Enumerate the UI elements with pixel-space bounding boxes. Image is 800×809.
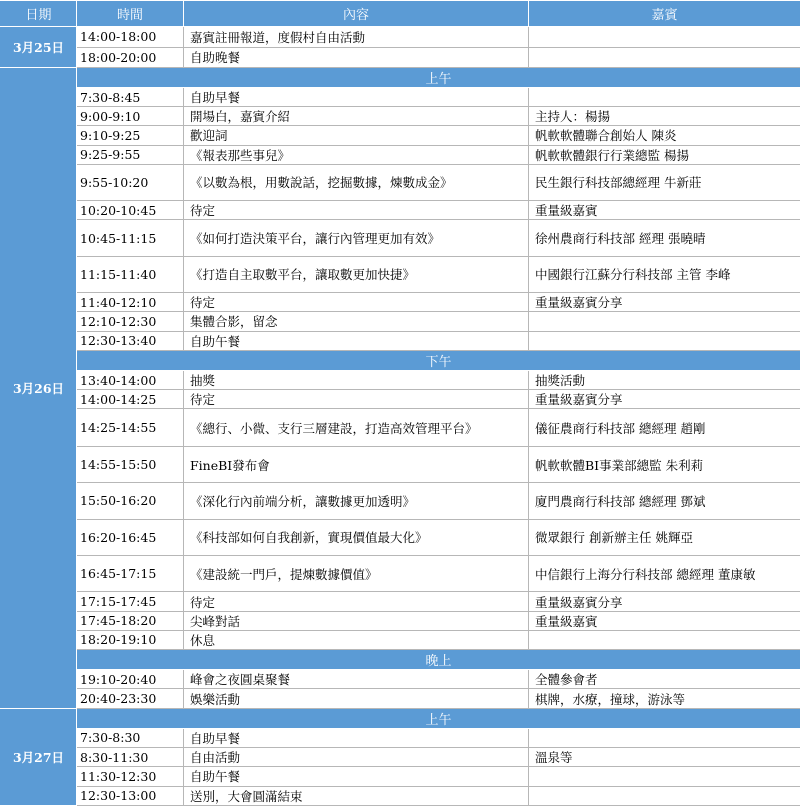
guest-cell: 抽獎活動: [529, 371, 800, 390]
guest-cell: 重量級嘉賓分享: [529, 592, 800, 611]
guest-cell: [529, 728, 800, 747]
time-cell: 16:20-16:45: [77, 519, 184, 555]
period-row: [1, 650, 800, 670]
time-cell: 7:30-8:30: [77, 728, 184, 747]
guest-cell: 帆軟軟體聯合創始人 陳炎: [529, 126, 800, 145]
time-cell: 10:20-10:45: [77, 201, 184, 220]
schedule-row: [1, 331, 800, 350]
content-cell: 自助早餐: [184, 728, 529, 747]
header-time: 時間: [77, 1, 184, 27]
schedule-row: [1, 630, 800, 649]
time-cell: 17:45-18:20: [77, 611, 184, 630]
time-cell: 9:25-9:55: [77, 145, 184, 164]
content-cell: 抽獎: [184, 371, 529, 390]
schedule-row: [1, 293, 800, 312]
schedule-row: [1, 446, 800, 482]
guest-cell: 徐州農商行科技部 經理 張曉晴: [529, 220, 800, 256]
guest-cell: [529, 767, 800, 786]
guest-cell: 微眾銀行 創新辦主任 姚輝亞: [529, 519, 800, 555]
schedule-row: [1, 390, 800, 409]
content-cell: 《深化行內前端分析，讓數據更加透明》: [184, 483, 529, 519]
period-label: 上午: [77, 708, 800, 728]
schedule-row: [1, 767, 800, 786]
guest-cell: 中信銀行上海分行科技部 總經理 董康敏: [529, 556, 800, 592]
content-cell: 集體合影，留念: [184, 312, 529, 331]
schedule-row: [1, 126, 800, 145]
content-cell: 《建設統一門戶，提煉數據價值》: [184, 556, 529, 592]
guest-cell: [529, 331, 800, 350]
time-cell: 15:50-16:20: [77, 483, 184, 519]
content-cell: 《報表那些事兒》: [184, 145, 529, 164]
content-cell: 待定: [184, 592, 529, 611]
time-cell: 18:20-19:10: [77, 630, 184, 649]
schedule-row: [1, 87, 800, 106]
period-row: [1, 67, 800, 87]
content-cell: FineBI發布會: [184, 446, 529, 482]
content-cell: 《打造自主取數平台，讓取數更加快捷》: [184, 256, 529, 292]
content-cell: 自助晚餐: [184, 47, 529, 67]
guest-cell: 廈門農商行科技部 總經理 鄧斌: [529, 483, 800, 519]
time-cell: 20:40-23:30: [77, 689, 184, 708]
content-cell: 自由活動: [184, 748, 529, 767]
content-cell: 峰會之夜圓桌聚餐: [184, 670, 529, 689]
schedule-row: [1, 409, 800, 446]
content-cell: 《總行、小微、支行三層建設，打造高效管理平台》: [184, 409, 529, 446]
guest-cell: [529, 47, 800, 67]
time-cell: 16:45-17:15: [77, 556, 184, 592]
guest-cell: 全體參會者: [529, 670, 800, 689]
header-row: [1, 1, 800, 27]
content-cell: 《科技部如何自我創新，實現價值最大化》: [184, 519, 529, 555]
time-cell: 9:00-9:10: [77, 107, 184, 126]
guest-cell: [529, 786, 800, 806]
content-cell: 歡迎詞: [184, 126, 529, 145]
schedule-row: [1, 107, 800, 126]
time-cell: 10:45-11:15: [77, 220, 184, 256]
header-guest: 嘉賓: [529, 1, 800, 27]
schedule-row: [1, 786, 800, 806]
schedule-row: [1, 256, 800, 292]
time-cell: 14:00-14:25: [77, 390, 184, 409]
time-cell: 12:30-13:40: [77, 331, 184, 350]
schedule-row: [1, 519, 800, 555]
guest-cell: 重量級嘉賓分享: [529, 293, 800, 312]
time-cell: 18:00-20:00: [77, 47, 184, 67]
period-row: [1, 708, 800, 728]
guest-cell: [529, 87, 800, 106]
period-label: 下午: [77, 350, 800, 370]
guest-cell: 民生銀行科技部總經理 牛新莊: [529, 164, 800, 200]
content-cell: 待定: [184, 390, 529, 409]
guest-cell: 溫泉等: [529, 748, 800, 767]
content-cell: 休息: [184, 630, 529, 649]
schedule-row: [1, 312, 800, 331]
content-cell: 開場白，嘉賓介紹: [184, 107, 529, 126]
schedule-row: [1, 371, 800, 390]
content-cell: 尖峰對話: [184, 611, 529, 630]
time-cell: 11:40-12:10: [77, 293, 184, 312]
content-cell: 送別，大會圓滿結束: [184, 786, 529, 806]
schedule-row: [1, 748, 800, 767]
guest-cell: 主持人：楊揚: [529, 107, 800, 126]
schedule-row: [1, 611, 800, 630]
period-label: 晚上: [77, 650, 800, 670]
guest-cell: 中國銀行江蘇分行科技部 主管 李峰: [529, 256, 800, 292]
time-cell: 14:25-14:55: [77, 409, 184, 446]
time-cell: 9:10-9:25: [77, 126, 184, 145]
time-cell: 19:10-20:40: [77, 670, 184, 689]
time-cell: 12:10-12:30: [77, 312, 184, 331]
time-cell: 7:30-8:45: [77, 87, 184, 106]
time-cell: 12:30-13:00: [77, 786, 184, 806]
content-cell: 待定: [184, 293, 529, 312]
time-cell: 14:55-15:50: [77, 446, 184, 482]
content-cell: 嘉賓註冊報道，度假村自由活動: [184, 27, 529, 47]
time-cell: 13:40-14:00: [77, 371, 184, 390]
time-cell: 9:55-10:20: [77, 164, 184, 200]
content-cell: 《以數為根，用數說話，挖掘數據，煉數成金》: [184, 164, 529, 200]
content-cell: 《如何打造決策平台，讓行內管理更加有效》: [184, 220, 529, 256]
content-cell: 自助早餐: [184, 87, 529, 106]
guest-cell: [529, 27, 800, 47]
period-label: 上午: [77, 67, 800, 87]
guest-cell: 重量級嘉賓: [529, 611, 800, 630]
time-cell: 17:15-17:45: [77, 592, 184, 611]
schedule-row: [1, 47, 800, 67]
guest-cell: 重量級嘉賓: [529, 201, 800, 220]
period-row: [1, 350, 800, 370]
content-cell: 待定: [184, 201, 529, 220]
date-cell: 3月27日: [1, 708, 77, 805]
time-cell: 11:15-11:40: [77, 256, 184, 292]
schedule-row: [1, 27, 800, 47]
schedule-row: [1, 483, 800, 519]
time-cell: 11:30-12:30: [77, 767, 184, 786]
schedule-row: [1, 689, 800, 708]
schedule-row: [1, 164, 800, 200]
guest-cell: 帆軟軟體銀行行業總監 楊揚: [529, 145, 800, 164]
guest-cell: 帆軟軟體BI事業部總監 朱利莉: [529, 446, 800, 482]
header-content: 內容: [184, 1, 529, 27]
time-cell: 8:30-11:30: [77, 748, 184, 767]
guest-cell: 重量級嘉賓分享: [529, 390, 800, 409]
schedule-row: [1, 201, 800, 220]
content-cell: 娛樂活動: [184, 689, 529, 708]
header-date: 日期: [1, 1, 77, 27]
content-cell: 自助午餐: [184, 767, 529, 786]
guest-cell: 棋牌，水療，撞球，游泳等: [529, 689, 800, 708]
schedule-row: [1, 556, 800, 592]
schedule-row: [1, 220, 800, 256]
time-cell: 14:00-18:00: [77, 27, 184, 47]
guest-cell: 儀征農商行科技部 總經理 趙剛: [529, 409, 800, 446]
schedule-row: [1, 728, 800, 747]
content-cell: 自助午餐: [184, 331, 529, 350]
guest-cell: [529, 312, 800, 331]
schedule-row: [1, 670, 800, 689]
schedule-body: [1, 1, 800, 806]
date-cell: 3月26日: [1, 67, 77, 708]
schedule-row: [1, 592, 800, 611]
guest-cell: [529, 630, 800, 649]
schedule-row: [1, 145, 800, 164]
date-cell: 3月25日: [1, 27, 77, 67]
